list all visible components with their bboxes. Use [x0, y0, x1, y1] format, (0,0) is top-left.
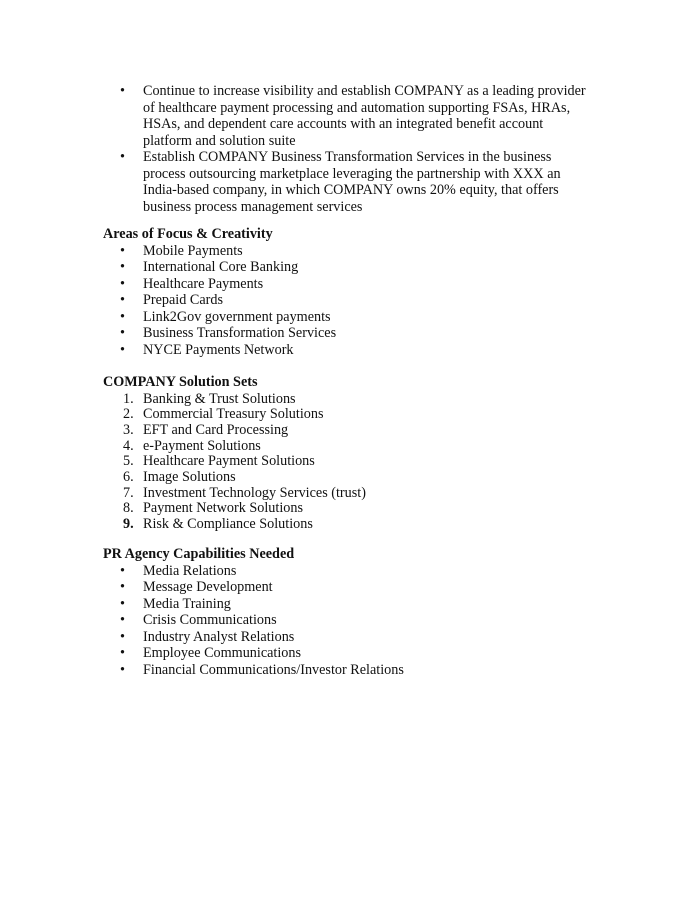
- list-item: [103, 325, 603, 342]
- list-number: 8.: [123, 500, 134, 517]
- list-item: [103, 276, 603, 293]
- bullet-icon: •: [120, 562, 125, 579]
- list-item-text: Industry Analyst Relations: [143, 628, 295, 645]
- list-item: [103, 438, 603, 454]
- list-item: [103, 596, 603, 613]
- bullet-icon: •: [120, 242, 125, 259]
- list-item: [103, 612, 603, 629]
- list-item-text: Establish COMPANY Business Transformation Services in the business process outsourcing marketplace leveraging the partnership with XXX an India-based company, in which COMPANY owns 20% equity, that offers business process management services: [143, 149, 561, 215]
- bullet-icon: •: [120, 325, 125, 342]
- list-number: 2.: [123, 406, 134, 423]
- list-item: [103, 243, 603, 260]
- pr-capabilities-list: [103, 563, 603, 679]
- bullet-icon: •: [120, 275, 125, 292]
- list-number: 5.: [123, 453, 134, 470]
- areas-of-focus-section: [103, 226, 603, 359]
- list-item-text: Financial Communications/Investor Relations: [143, 662, 404, 679]
- bullet-icon: •: [120, 149, 125, 165]
- bullet-icon: •: [120, 83, 125, 99]
- list-item: [103, 292, 603, 309]
- list-item: [103, 563, 603, 580]
- intro-bullet-list: [120, 83, 590, 215]
- list-item: [103, 422, 603, 438]
- list-item: [103, 485, 603, 501]
- list-item-text: Media Relations: [143, 562, 237, 579]
- bullet-icon: •: [120, 292, 125, 309]
- list-item: [103, 516, 603, 532]
- list-item-text: Message Development: [143, 579, 273, 596]
- list-item: [103, 469, 603, 485]
- list-item-text: Link2Gov government payments: [143, 308, 331, 325]
- bullet-icon: •: [120, 662, 125, 679]
- list-number: 6.: [123, 468, 134, 485]
- list-item-text: Crisis Communications: [143, 612, 277, 629]
- bullet-icon: •: [120, 595, 125, 612]
- list-item-text: Media Training: [143, 595, 231, 612]
- bullet-icon: •: [120, 628, 125, 645]
- list-item-text: e-Payment Solutions: [143, 437, 261, 454]
- bullet-icon: •: [120, 259, 125, 276]
- list-item-text: International Core Banking: [143, 259, 299, 276]
- list-item-text: Payment Network Solutions: [143, 500, 303, 517]
- bullet-icon: •: [120, 579, 125, 596]
- section-heading: PR Agency Capabilities Needed: [103, 546, 295, 562]
- solution-sets-list: [103, 391, 603, 532]
- list-item-text: EFT and Card Processing: [143, 421, 289, 438]
- list-item-text: Investment Technology Services (trust): [143, 484, 366, 501]
- list-item: [120, 149, 590, 215]
- list-item-text: Prepaid Cards: [143, 292, 223, 309]
- solution-sets-section: [103, 374, 603, 532]
- list-item-text: Banking & Trust Solutions: [143, 390, 296, 407]
- list-item: [103, 629, 603, 646]
- list-item: [103, 500, 603, 516]
- list-item-text: Healthcare Payment Solutions: [143, 453, 315, 470]
- list-item: [103, 453, 603, 469]
- list-item: [103, 309, 603, 326]
- list-item-text: Mobile Payments: [143, 242, 243, 259]
- areas-of-focus-list: [103, 243, 603, 359]
- list-number: 9.: [123, 516, 134, 532]
- list-item: [103, 406, 603, 422]
- list-item-text: Healthcare Payments: [143, 275, 264, 292]
- pr-capabilities-section: [103, 546, 603, 679]
- list-number: 7.: [123, 484, 134, 501]
- list-item-text: Business Transformation Services: [143, 325, 337, 342]
- list-item-text: Image Solutions: [143, 468, 236, 485]
- list-item-text: Continue to increase visibility and establish COMPANY as a leading provider of healthcare payment processing and automation supporting FSAs, HRAs, HSAs, and dependent care accounts with an integrated benefit account platform and solution suite: [143, 83, 586, 149]
- list-number: 1.: [123, 390, 134, 407]
- section-heading: Areas of Focus & Creativity: [103, 226, 273, 242]
- list-number: 3.: [123, 421, 134, 438]
- bullet-icon: •: [120, 645, 125, 662]
- list-item: [103, 579, 603, 596]
- list-number: 4.: [123, 437, 134, 454]
- list-item-text: Commercial Treasury Solutions: [143, 406, 324, 423]
- list-item: [120, 83, 590, 149]
- list-item: [103, 662, 603, 679]
- list-item-text: Employee Communications: [143, 645, 302, 662]
- list-item-text: Risk & Compliance Solutions: [143, 516, 313, 532]
- list-item: [103, 645, 603, 662]
- bullet-icon: •: [120, 342, 125, 359]
- list-item: [103, 391, 603, 407]
- bullet-icon: •: [120, 308, 125, 325]
- list-item: [103, 259, 603, 276]
- section-heading: COMPANY Solution Sets: [103, 374, 258, 390]
- list-item: [103, 342, 603, 359]
- bullet-icon: •: [120, 612, 125, 629]
- list-item-text: NYCE Payments Network: [143, 342, 294, 359]
